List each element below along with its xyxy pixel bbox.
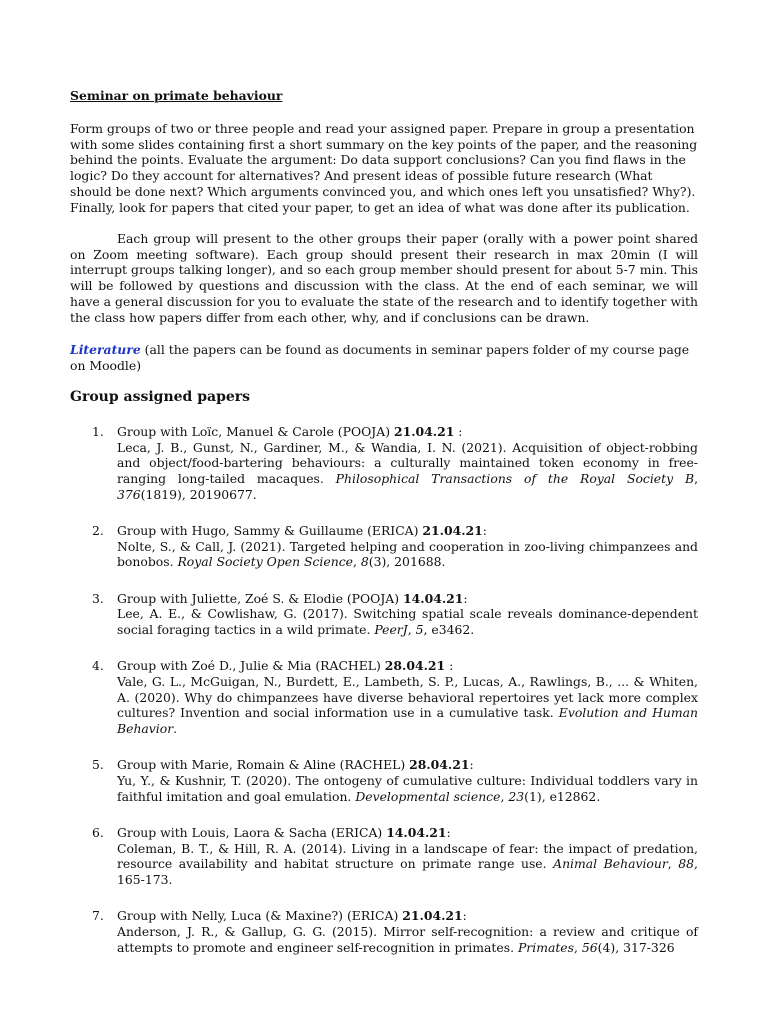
journal-volume: 56 <box>581 939 598 955</box>
presentation-date: 28.04.21 <box>384 658 446 674</box>
reference-text: Anderson, J. R., & Gallup, G. G. (2015). Mirror self-recognition: a review and critique of attempts to promote and engineer self-recognition in primates. <box>117 923 698 955</box>
group-members: Group with Marie, Romain & Aline (RACHEL) <box>117 757 410 773</box>
item-number: 1. <box>92 424 104 439</box>
presentation-date: 21.04.21 <box>402 908 463 924</box>
reference-text: Leca, J. B., Gunst, N., Gardiner, M., & Wandia, I. N. (2021). Acquisition of object-robbing and object/food-bartering behaviours: a culturally maintained token economy in free-ranging long-tailed macaques. <box>117 439 698 487</box>
reference-pages: (1819), 20190677. <box>140 486 257 502</box>
journal-name: Developmental science <box>355 788 501 804</box>
reference-separator: , <box>407 622 416 638</box>
reference-pages: (4), 317-326 <box>597 939 675 955</box>
list-item <box>70 825 698 888</box>
paper-reference <box>117 841 698 888</box>
group-members: Group with Loïc, Manuel & Carole (POOJA) <box>117 424 394 439</box>
paper-reference <box>117 539 698 570</box>
reference-pages: , 165-173. <box>117 856 698 887</box>
group-heading <box>117 523 698 539</box>
list-item <box>70 908 698 955</box>
paper-reference <box>117 440 698 503</box>
reference-separator: , <box>667 856 679 872</box>
list-item <box>70 523 698 570</box>
presentation-date: 21.04.21 <box>393 424 455 439</box>
journal-volume: 8 <box>360 554 369 570</box>
paper-reference <box>117 606 698 637</box>
reference-separator: , <box>574 939 582 955</box>
list-item <box>70 591 698 638</box>
item-number: 2. <box>92 523 104 539</box>
list-item <box>70 424 698 503</box>
presentation-paragraph: Each group will present to the other groups their paper (orally with a power point shared on Zoom meeting software). Each group should present their research in max 20min (I will interrupt groups talking longer), and so each group member should present for about 5-7 min. This will be followed by questions and discussion with the class. At the end of each seminar, we will have a general discussion for you to evaluate the state of the research and to identify together with the class how papers differ from each other, why, and if conclusions can be drawn. <box>70 231 698 325</box>
item-number: 5. <box>92 757 104 773</box>
group-heading <box>117 908 698 924</box>
journal-volume: 376 <box>117 486 141 502</box>
group-list <box>70 424 698 976</box>
literature-label: Literature <box>70 342 141 357</box>
reference-pages: . <box>173 721 178 737</box>
heading-colon: : <box>446 824 451 840</box>
group-members: Group with Hugo, Sammy & Guillaume (ERICA) <box>117 523 423 539</box>
paper-reference <box>117 924 698 955</box>
group-heading <box>117 658 698 674</box>
presentation-date: 28.04.21 <box>409 757 470 773</box>
presentation-date: 14.04.21 <box>386 824 447 840</box>
journal-volume: 5 <box>415 622 424 638</box>
reference-text: Vale, G. L., McGuigan, N., Burdett, E., Lambeth, S. P., Lucas, A., Rawlings, B., ... & Whiten, A. (2020). Why do chimpanzees have diverse behavioral repertoires yet lack more complex cultures? Invention and social information use in a cumulative task. <box>117 673 698 721</box>
reference-text: Nolte, S., & Call, J. (2021). Targeted helping and cooperation in zoo-living chimpanzees and bonobos. <box>117 538 698 570</box>
reference-pages: (3), 201688. <box>368 554 446 570</box>
journal-volume: 88 <box>678 856 695 872</box>
journal-name: Royal Society Open Science <box>177 554 353 570</box>
presentation-date: 21.04.21 <box>422 523 483 539</box>
reference-pages: , e3462. <box>423 622 475 638</box>
journal-name: Evolution and Human Behavior <box>117 705 698 737</box>
paper-reference <box>117 674 698 737</box>
reference-separator: , <box>352 554 361 570</box>
group-heading <box>117 591 698 607</box>
reference-text: Coleman, B. T., & Hill, R. A. (2014). Living in a landscape of fear: the impact of predation, resource availability and habitat structure on primate range use. <box>117 840 698 872</box>
paper-reference <box>117 773 698 804</box>
journal-name: Animal Behaviour <box>553 856 668 872</box>
group-heading <box>117 424 698 440</box>
reference-text: Lee, A. E., & Cowlishaw, G. (2017). Switching spatial scale reveals dominance-dependent social foraging tactics in a wild primate. <box>117 606 698 638</box>
journal-volume: 23 <box>508 788 525 804</box>
heading-colon: : <box>463 590 468 606</box>
heading-colon: : <box>469 757 474 773</box>
group-members: Group with Louis, Laora & Sacha (ERICA) <box>117 824 387 840</box>
page-title: Seminar on primate behaviour <box>70 88 283 103</box>
literature-text: (all the papers can be found as documents in seminar papers folder of my course page on Moodle) <box>70 342 690 373</box>
group-heading <box>117 757 698 773</box>
group-members: Group with Nelly, Luca (& Maxine?) (ERICA) <box>117 908 403 924</box>
item-number: 6. <box>92 824 104 840</box>
heading-colon: : <box>462 908 467 924</box>
heading-colon: : <box>482 523 487 539</box>
group-members: Group with Juliette, Zoé S. & Elodie (POOJA) <box>117 590 404 606</box>
reference-text: Yu, Y., & Kushnir, T. (2020). The ontogeny of cumulative culture: Individual toddlers vary in faithful imitation and goal emulation. <box>117 772 698 804</box>
reference-pages: (1), e12862. <box>524 788 601 804</box>
reference-separator: , <box>500 788 509 804</box>
reference-separator: , <box>694 471 699 487</box>
presentation-date: 14.04.21 <box>403 590 464 606</box>
journal-name: Philosophical Transactions of the Royal Society B <box>335 471 695 487</box>
literature-paragraph <box>70 342 698 373</box>
journal-name: Primates <box>517 939 574 955</box>
intro-paragraph: Form groups of two or three people and read your assigned paper. Prepare in group a presentation with some slides containing first a short summary on the key points of the paper, and the reasoning behind the points. Evaluate the argument: Do data support conclusions? Can you find flaws in the logic? Do they account for alternatives? And present ideas of possible future research (What should be done next? Which arguments convinced you, and which ones left you unsatisfied? Why?). Finally, look for papers that cited your paper, to get an idea of what was done after its publication. <box>70 121 698 215</box>
list-item <box>70 757 698 804</box>
item-number: 4. <box>92 658 104 674</box>
list-item <box>70 658 698 737</box>
heading-colon: : <box>454 424 463 439</box>
journal-name: PeerJ <box>374 622 408 638</box>
group-heading <box>117 825 698 841</box>
item-number: 7. <box>92 908 104 924</box>
group-members: Group with Zoé D., Julie & Mia (RACHEL) <box>117 658 385 674</box>
section-title: Group assigned papers <box>70 389 251 405</box>
heading-colon: : <box>445 658 454 674</box>
item-number: 3. <box>92 590 104 606</box>
